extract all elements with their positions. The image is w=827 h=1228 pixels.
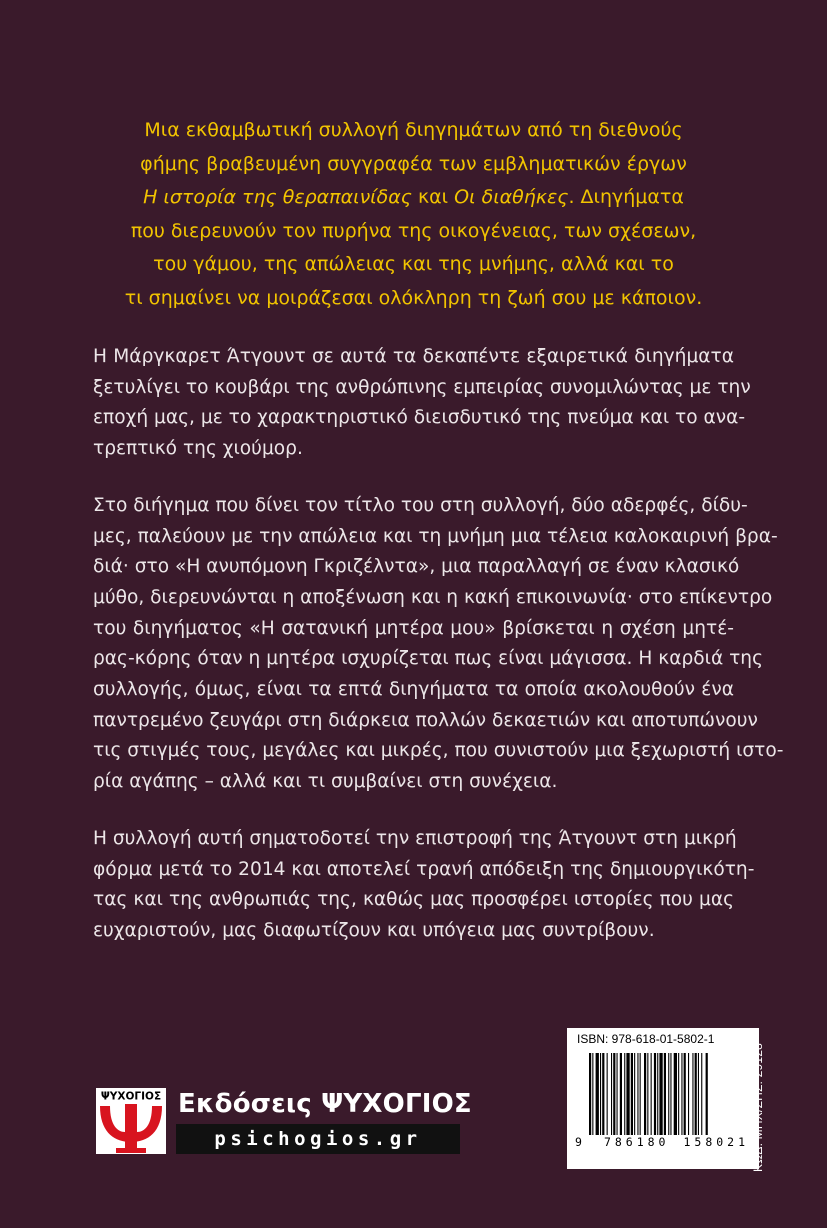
barcode [567, 1028, 759, 1169]
paragraph-line: ξετυλίγει το κουβάρι της ανθρώπινης εμπειρίας συνομιλώντας με την [93, 376, 751, 398]
psi-logo-icon [96, 1088, 166, 1154]
publisher-name: Εκδόσεις ΨΥΧΟΓΙΟΣ [178, 1089, 472, 1119]
blurb-text: και [411, 186, 455, 208]
blurb-line: του γάμου, της απώλειας και της μνήμης, αλλά και το [153, 253, 674, 275]
blurb-line: Μια εκθαμβωτική συλλογή διηγημάτων από τη διεθνούς [144, 119, 683, 141]
paragraph-line: του διηγήματος «Η σατανική μητέρα μου» βρίσκεται η σχέση μητέ- [93, 617, 734, 639]
paragraph-line: ευχαριστούν, μας διαφωτίζουν και υπόγεια μας συντρίβουν. [93, 919, 655, 941]
paragraph-line: τας και της ανθρωπιάς της, καθώς μας προσφέρει ιστορίες που μας [93, 889, 734, 911]
paragraph [93, 342, 751, 465]
blurb-line [100, 181, 727, 215]
paragraph-line: τρεπτικό της χιούμορ. [93, 438, 303, 460]
logo-wordmark: ΨΥΧΟΓΙΟΣ [100, 1090, 162, 1103]
book-title: Η ιστορία της θεραπαινίδας [143, 186, 412, 208]
book-title: Οι διαθήκες [454, 186, 569, 208]
blurb [100, 114, 727, 315]
blurb-line: φήμης βραβευμένη συγγραφέα των εμβληματικών έργων [140, 152, 687, 175]
barcode-bars [589, 1053, 749, 1141]
barcode-digit-first: 9 [575, 1135, 582, 1149]
publisher-logo [96, 1088, 166, 1154]
paragraph-line: παντρεμένο ζευγάρι στη διάρκεια πολλών δεκαετιών και αποτυπώνουν [93, 709, 758, 731]
barcode-digits [575, 1135, 755, 1149]
blurb-line: τι σημαίνει να μοιράζεσαι ολόκληρη τη ζωή σου με κάποιον. [124, 286, 703, 309]
isbn: ISBN: 978-618-01-5802-1 [577, 1032, 715, 1046]
paragraph-line: φόρμα μετά το 2014 και αποτελεί τρανή απόδειξη της δημιουργικότη- [93, 858, 755, 880]
paragraph-line: Στο διήγημα που δίνει τον τίτλο του στη συλλογή, δύο αδερφές, δίδυ- [93, 494, 748, 516]
blurb-text: . Διηγήματα [568, 186, 684, 208]
barcode-digits-left: 786180 [603, 1135, 670, 1149]
paragraph-line: Η συλλογή αυτή σηματοδοτεί την επιστροφή της Άτγουντ στη μικρή [93, 827, 737, 849]
paragraph-line: ρία αγάπης – αλλά και τι συμβαίνει στη συνέχεια. [93, 771, 558, 793]
paragraph-line: εποχή μας, με το χαρακτηριστικό διεισδυτικό της πνεύμα και το ανα- [93, 407, 746, 429]
paragraph-line: μύθο, διερευνώνται η αποξένωση και η κακή επικοινωνία· στο επίκεντρο [93, 586, 773, 608]
description [93, 342, 784, 973]
paragraph [93, 491, 784, 798]
product-code: ΚΩΔ. ΜΗΧ/ΣΗΣ: 29128 [751, 1043, 765, 1172]
barcode-digits-right: 158021 [683, 1135, 750, 1149]
publisher-website: psichogios.gr [176, 1124, 460, 1154]
paragraph-line: μες, παλεύουν με την απώλεια και τη μνήμη μια τέλεια καλοκαιρινή βρα- [93, 525, 778, 547]
paragraph-line: τις στιγμές τους, μεγάλες και μικρές, που συνιστούν μια ξεχωριστή ιστο- [93, 740, 784, 762]
paragraph-line: Η Μάργκαρετ Άτγουντ σε αυτά τα δεκαπέντε εξαιρετικά διηγήματα [93, 346, 734, 367]
paragraph-line: ρας-κόρης όταν η μητέρα ισχυρίζεται πως είναι μάγισσα. Η καρδιά της [93, 648, 764, 670]
paragraph-line: συλλογής, όμως, είναι τα επτά διηγήματα τα οποία ακολουθούν ένα [93, 679, 734, 701]
paragraph-line: διά· στο «Η ανυπόμονη Γκριζέλντα», μια παραλλαγή σε έναν κλασικό [93, 556, 740, 578]
paragraph [93, 824, 755, 947]
blurb-line: που διερευνούν τον πυρήνα της οικογένειας, των σχέσεων, [130, 219, 697, 242]
